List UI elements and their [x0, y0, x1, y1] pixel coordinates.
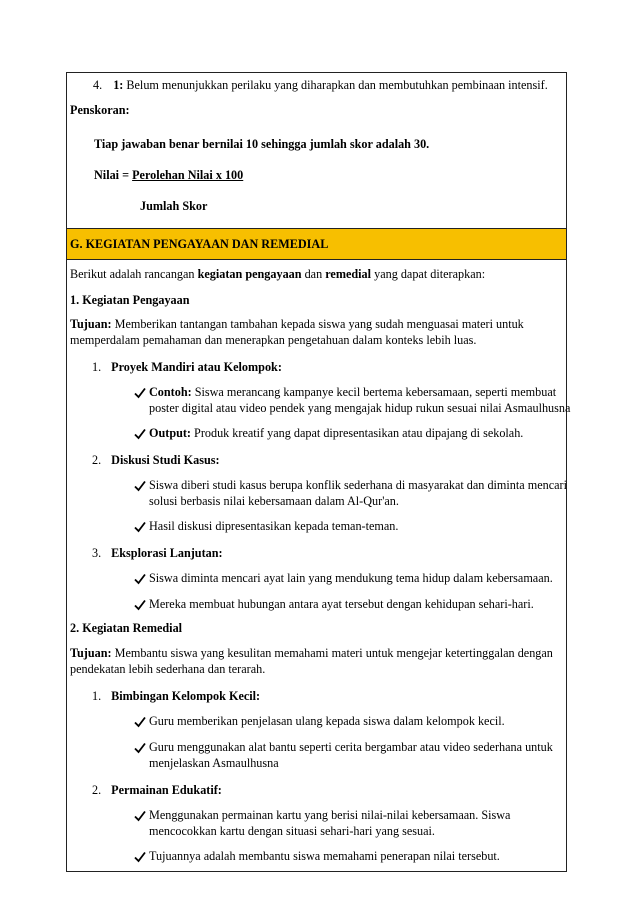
rubric-item-text: Belum menunjukkan perilaku yang diharapkan dan membutuhkan pembinaan intensif.	[126, 78, 548, 92]
checkmark-icon	[134, 572, 146, 586]
checkmark-icon	[134, 427, 146, 441]
pengayaan-tujuan-line1: Tujuan: Memberikan tantangan tambahan kepada siswa yang sudah menguasai materi untuk	[70, 317, 524, 331]
pengayaan-title: 1. Kegiatan Pengayaan	[70, 293, 190, 307]
document-page	[66, 72, 571, 872]
checkmark-icon	[134, 809, 146, 823]
contoh-line1: Contoh: Siswa merancang kampanye kecil bertema kebersamaan, seperti membuat	[149, 385, 557, 399]
permainan-line1a: Menggunakan permainan kartu yang berisi nilai-nilai kebersamaan. Siswa	[149, 808, 511, 822]
checkmark-icon	[134, 386, 146, 400]
permainan-line2: Tujuannya adalah membantu siswa memahami penerapan nilai tersebut.	[149, 849, 500, 863]
intro-text: Berikut adalah rancangan kegiatan pengayaan dan remedial yang dapat diterapkan:	[70, 267, 486, 281]
studi-line1: Siswa diberi studi kasus berupa konflik sederhana di masyarakat dan diminta mencari	[149, 478, 567, 492]
eksplorasi-line2: Mereka membuat hubungan antara ayat tersebut dengan kehidupan sehari-hari.	[149, 597, 534, 611]
checkmark-icon	[134, 520, 146, 534]
permainan-line1b: mencocokkan kartu dengan situasi sehari-hari yang sesuai.	[149, 824, 435, 838]
section-g-content	[66, 260, 571, 872]
pengayaan-item-1: 1. Proyek Mandiri atau Kelompok:	[92, 360, 282, 374]
remedial-title: 2. Kegiatan Remedial	[70, 621, 183, 635]
bimbingan-line1: Guru memberikan penjelasan ulang kepada siswa dalam kelompok kecil.	[149, 714, 505, 728]
pengayaan-tujuan-line2: memperdalam pemahaman dan menerapkan pengetahuan dalam konteks lebih luas.	[70, 333, 477, 347]
remedial-item-1: 1. Bimbingan Kelompok Kecil:	[92, 689, 261, 703]
grade-formula-numerator: Perolehan Nilai x 100	[132, 168, 244, 182]
remedial-tujuan-line1: Tujuan: Membantu siswa yang kesulitan memahami materi untuk mengejar ketertinggalan dengan	[70, 646, 553, 660]
rubric-item-4	[93, 77, 548, 93]
checkmark-icon	[134, 741, 146, 755]
studi-line2: solusi berbasis nilai kebersamaan dalam Al-Qur'an.	[149, 494, 399, 508]
pengayaan-item-3: 3. Eksplorasi Lanjutan:	[92, 546, 223, 560]
remedial-tujuan-line2: pendekatan lebih sederhana dan terarah.	[70, 662, 266, 676]
penskoran-label: Penskoran:	[70, 103, 130, 117]
checkmark-icon	[134, 479, 146, 493]
checkmark-icon	[134, 715, 146, 729]
scoring-cell	[66, 72, 567, 228]
grade-formula	[94, 167, 243, 183]
remedial-item-2: 2. Permainan Edukatif:	[92, 783, 222, 797]
rubric-item-score: 1:	[113, 78, 124, 92]
output-line: Output: Produk kreatif yang dapat dipresentasikan atau dipajang di sekolah.	[149, 426, 524, 440]
hasil-line: Hasil diskusi dipresentasikan kepada teman-teman.	[149, 519, 399, 533]
checkmark-icon	[134, 598, 146, 612]
eksplorasi-line1: Siswa diminta mencari ayat lain yang mendukung tema hidup dalam kebersamaan.	[149, 571, 553, 585]
section-g-header	[66, 228, 567, 260]
pengayaan-item-2: 2. Diskusi Studi Kasus:	[92, 453, 220, 467]
contoh-line2: poster digital atau video pendek yang mengajak hidup rukun sesuai nilai Asmaulhusna	[149, 401, 571, 415]
section-g-heading: G. KEGIATAN PENGAYAAN DAN REMEDIAL	[70, 237, 329, 251]
checkmark-icon	[134, 850, 146, 864]
grade-formula-label: Nilai =	[94, 168, 133, 182]
bimbingan-line2b: menjelaskan Asmaulhusna	[149, 756, 279, 770]
rubric-item-number: 4.	[93, 78, 103, 92]
grade-formula-denominator: Jumlah Skor	[140, 199, 208, 213]
score-rule: Tiap jawaban benar bernilai 10 sehingga jumlah skor adalah 30.	[94, 137, 430, 151]
bimbingan-line2a: Guru menggunakan alat bantu seperti cerita bergambar atau video sederhana untuk	[149, 740, 553, 754]
